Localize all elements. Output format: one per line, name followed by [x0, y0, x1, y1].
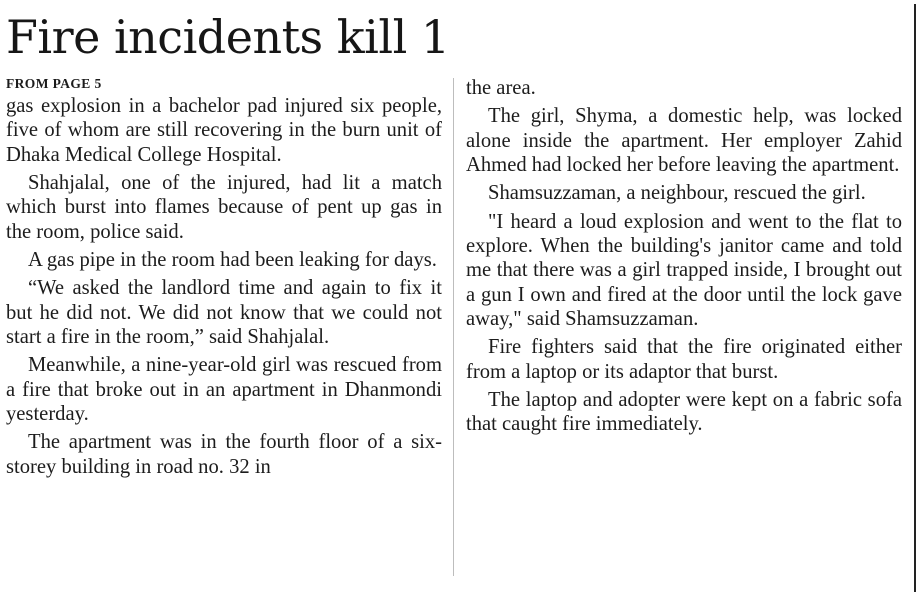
article-column-left — [6, 76, 442, 483]
paragraph: Shamsuzzaman, a neighbour, rescued the girl. — [488, 182, 866, 205]
paragraph: The laptop and adopter were kept on a fabric sofa that caught fire immediately. — [466, 389, 902, 436]
paragraph: “We asked the landlord time and again to fix it but he did not. We did not know that we could not start a fire in the room,” said Shahjalal. — [6, 277, 442, 349]
paragraph: Meanwhile, a nine-year-old girl was rescued from a fire that broke out in an apartment in Dhanmondi yesterday. — [6, 354, 442, 426]
paragraph: "I heard a loud explosion and went to the flat to explore. When the building's janitor came and told me that there was a girl trapped inside, I brought out a gun I own and fired at the door until the lock gave away," said Shamsuzzaman. — [466, 210, 902, 331]
paragraph: The apartment was in the fourth floor of a six-storey building in road no. 32 in — [6, 431, 442, 478]
paragraph: the area. — [466, 77, 536, 99]
paragraph: gas explosion in a bachelor pad injured six people, five of whom are still recovering in the burn unit of Dhaka Medical College Hospital. — [6, 95, 442, 166]
continuation-kicker: FROM PAGE 5 — [6, 76, 102, 91]
clipping-edge-rule — [914, 4, 916, 592]
paragraph: Shahjalal, one of the injured, had lit a match which burst into flames because of pent up gas in the room, police said. — [6, 172, 442, 243]
paragraph: The girl, Shyma, a domestic help, was locked alone inside the apartment. Her employer Zahid Ahmed had locked her before leaving the apartment. — [466, 105, 902, 177]
paragraph: Fire fighters said that the fire originated either from a laptop or its adaptor that burst. — [466, 336, 902, 383]
column-divider — [453, 78, 454, 576]
paragraph: A gas pipe in the room had been leaking for days. — [28, 249, 437, 272]
headline: Fire incidents kill 1 — [6, 10, 450, 64]
article-column-right — [466, 76, 902, 441]
